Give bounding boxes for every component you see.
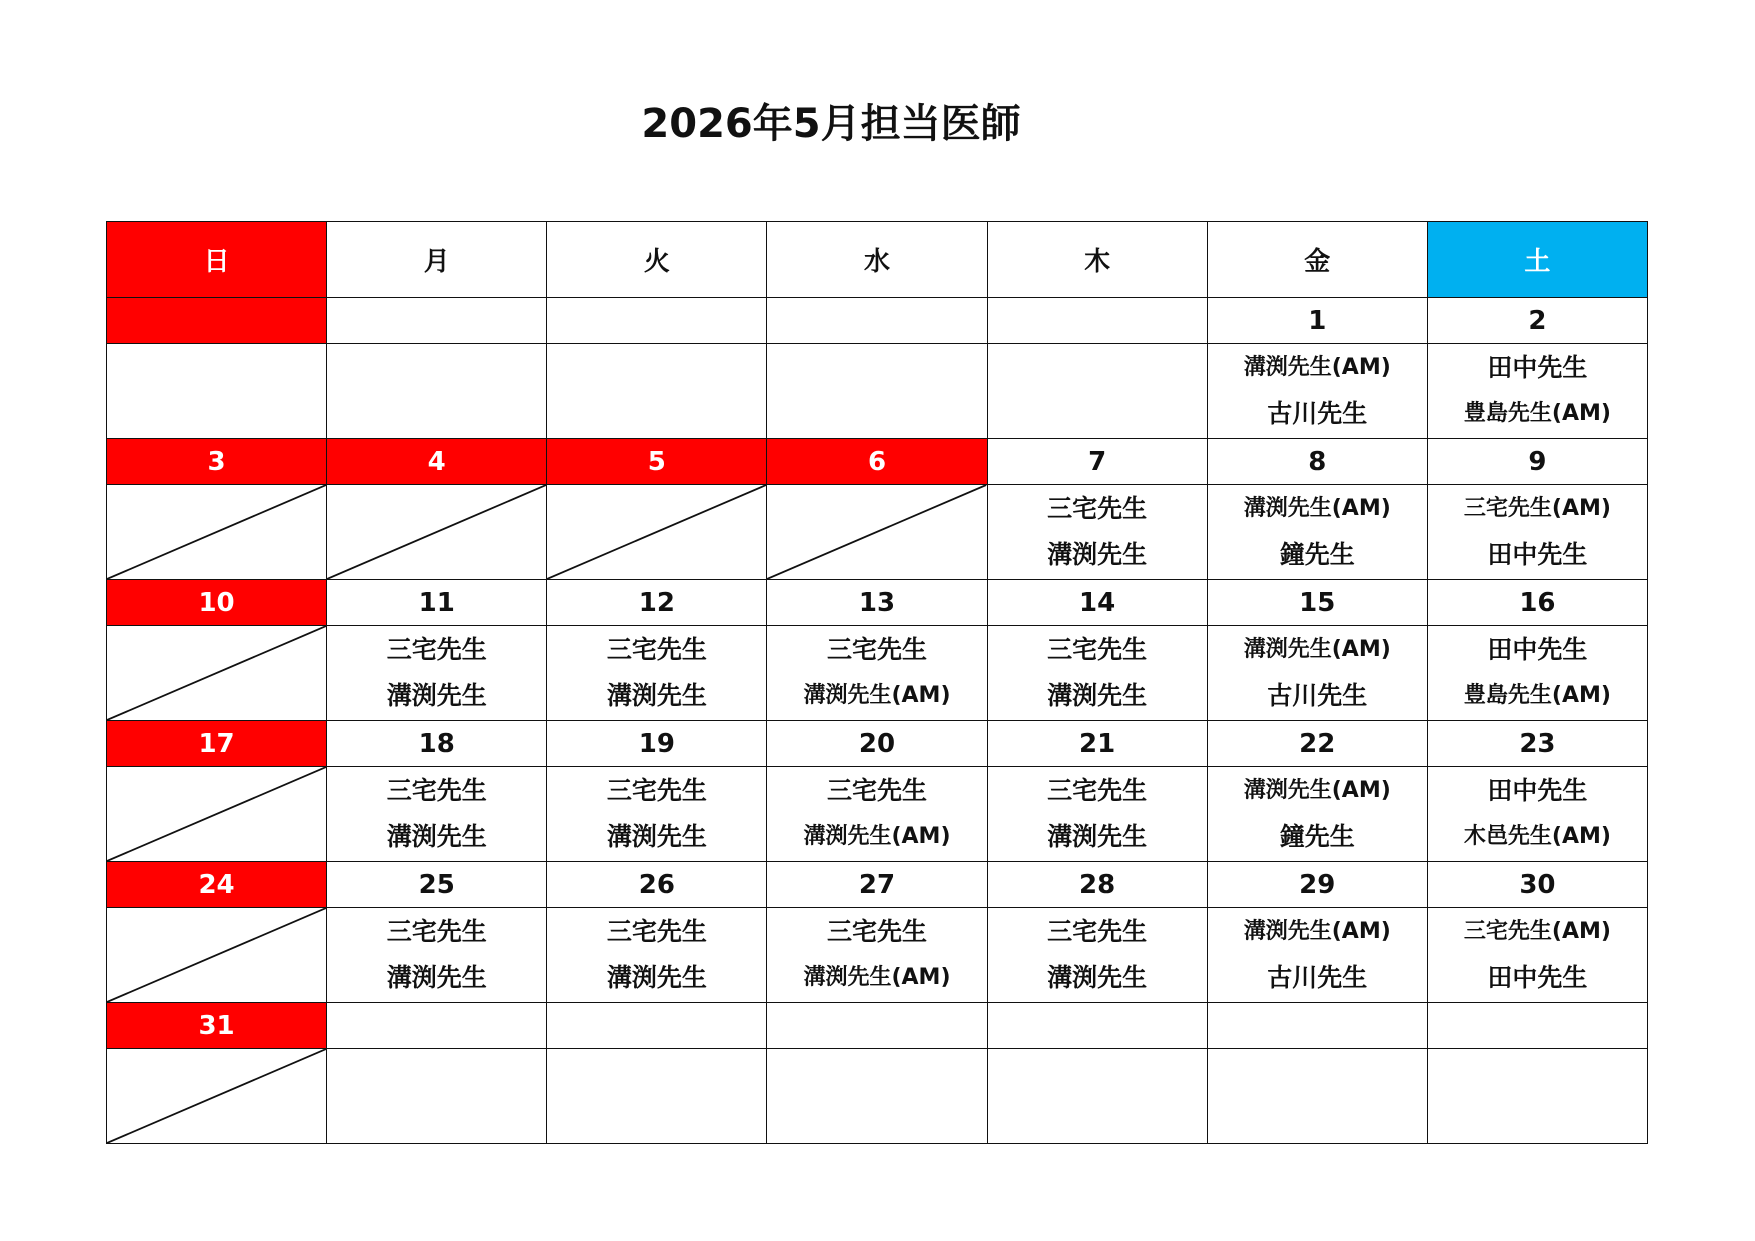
- day-date-cell: [327, 1003, 547, 1049]
- doctor-name: 溝渕先生(AM): [1243, 355, 1391, 380]
- page-title: 2026年5月担当医師: [641, 101, 1021, 147]
- day-date-cell: [767, 1003, 987, 1049]
- calendar-table: [106, 221, 1648, 1144]
- date-row: [107, 862, 1648, 908]
- day-doctor-cell: [1207, 1049, 1427, 1144]
- day-doctor-cell: [327, 767, 547, 862]
- day-date-cell: 15: [1207, 580, 1427, 626]
- day-doctor-cell: [767, 767, 987, 862]
- doctor-name: 三宅先生: [826, 635, 927, 664]
- slash-line: [327, 485, 546, 579]
- doctor-name: 三宅先生: [1047, 917, 1148, 946]
- doctor-row: [107, 344, 1648, 439]
- closed-day-slash: [107, 1049, 326, 1143]
- day-date-cell: 27: [767, 862, 987, 908]
- day-date-cell: 4: [327, 439, 547, 485]
- date-row: [107, 721, 1648, 767]
- day-date-cell: 17: [107, 721, 327, 767]
- closed-day-slash: [107, 908, 326, 1002]
- slash-line: [767, 485, 986, 579]
- day-doctor-cell: [767, 908, 987, 1003]
- day-doctor-cell: [327, 485, 547, 580]
- day-date-cell: 11: [327, 580, 547, 626]
- day-doctor-cell: [327, 344, 547, 439]
- day-date-cell: 24: [107, 862, 327, 908]
- day-date-cell: [987, 1003, 1207, 1049]
- closed-day-slash: [547, 485, 766, 579]
- day-doctor-cell: [327, 908, 547, 1003]
- day-doctor-cell: [327, 1049, 547, 1144]
- slash-line: [547, 485, 766, 579]
- doctor-name: 鐘先生: [1279, 822, 1355, 851]
- day-doctor-cell: [547, 344, 767, 439]
- closed-day-slash: [107, 485, 326, 579]
- day-date-cell: 28: [987, 862, 1207, 908]
- weekday-header: 日: [107, 222, 327, 298]
- day-doctor-cell: [987, 344, 1207, 439]
- day-date-cell: 6: [767, 439, 987, 485]
- date-row: [107, 439, 1648, 485]
- doctor-name: 木邑先生(AM): [1463, 824, 1611, 849]
- day-date-cell: [1427, 1003, 1647, 1049]
- doctor-name: 三宅先生: [1047, 494, 1148, 523]
- day-doctor-cell: [1207, 626, 1427, 721]
- doctor-name: 溝渕先生: [606, 963, 707, 992]
- weekday-header: 土: [1427, 222, 1647, 298]
- doctor-name: 古川先生: [1267, 399, 1368, 428]
- doctor-name: 溝渕先生(AM): [1243, 919, 1391, 944]
- doctor-name: 三宅先生: [1047, 635, 1148, 664]
- day-doctor-cell: [767, 485, 987, 580]
- day-date-cell: 7: [987, 439, 1207, 485]
- doctor-row: [107, 626, 1648, 721]
- day-date-cell: [107, 298, 327, 344]
- day-date-cell: 18: [327, 721, 547, 767]
- day-doctor-cell: [107, 485, 327, 580]
- day-doctor-cell: [547, 767, 767, 862]
- weekday-header: 金: [1207, 222, 1427, 298]
- day-doctor-cell: [107, 767, 327, 862]
- day-date-cell: [767, 298, 987, 344]
- doctor-name: 溝渕先生: [1047, 963, 1148, 992]
- day-date-cell: 2: [1427, 298, 1647, 344]
- doctor-name: 三宅先生: [1047, 776, 1148, 805]
- day-doctor-cell: [107, 626, 327, 721]
- closed-day-slash: [767, 485, 986, 579]
- day-doctor-cell: [1207, 908, 1427, 1003]
- slash-line: [107, 767, 326, 861]
- day-doctor-cell: [767, 1049, 987, 1144]
- doctor-row: [107, 1049, 1648, 1144]
- closed-day-slash: [107, 767, 326, 861]
- doctor-name: 田中先生: [1487, 963, 1588, 992]
- doctor-name: 三宅先生: [386, 635, 487, 664]
- doctor-name: 三宅先生: [606, 635, 707, 664]
- doctor-name: 溝渕先生(AM): [1243, 778, 1391, 803]
- day-date-cell: [1207, 1003, 1427, 1049]
- doctor-row: [107, 908, 1648, 1003]
- day-date-cell: 19: [547, 721, 767, 767]
- day-doctor-cell: [107, 1049, 327, 1144]
- closed-day-slash: [107, 626, 326, 720]
- doctor-name: 溝渕先生(AM): [803, 824, 951, 849]
- doctor-name: 溝渕先生(AM): [1243, 496, 1391, 521]
- day-date-cell: 5: [547, 439, 767, 485]
- day-date-cell: 1: [1207, 298, 1427, 344]
- doctor-name: 三宅先生: [386, 776, 487, 805]
- day-doctor-cell: [987, 485, 1207, 580]
- doctor-row: [107, 767, 1648, 862]
- day-doctor-cell: [1427, 626, 1647, 721]
- day-doctor-cell: [987, 767, 1207, 862]
- doctor-name: 三宅先生(AM): [1463, 919, 1611, 944]
- day-doctor-cell: [1207, 344, 1427, 439]
- doctor-name: 三宅先生: [826, 776, 927, 805]
- doctor-name: 溝渕先生: [1047, 540, 1148, 569]
- doctor-name: 三宅先生(AM): [1463, 496, 1611, 521]
- day-doctor-cell: [1207, 767, 1427, 862]
- date-row: [107, 580, 1648, 626]
- doctor-name: 三宅先生: [606, 917, 707, 946]
- day-date-cell: 20: [767, 721, 987, 767]
- weekday-header-row: [107, 222, 1648, 298]
- day-doctor-cell: [547, 485, 767, 580]
- day-doctor-cell: [767, 344, 987, 439]
- day-doctor-cell: [1427, 908, 1647, 1003]
- weekday-header: 木: [987, 222, 1207, 298]
- doctor-name: 溝渕先生: [606, 681, 707, 710]
- doctor-name: 溝渕先生: [386, 681, 487, 710]
- day-date-cell: [547, 1003, 767, 1049]
- day-date-cell: 25: [327, 862, 547, 908]
- day-date-cell: 9: [1427, 439, 1647, 485]
- doctor-name: 古川先生: [1267, 681, 1368, 710]
- doctor-name: 三宅先生: [826, 917, 927, 946]
- day-date-cell: 10: [107, 580, 327, 626]
- doctor-name: 三宅先生: [386, 917, 487, 946]
- day-doctor-cell: [1427, 1049, 1647, 1144]
- doctor-name: 田中先生: [1487, 776, 1588, 805]
- day-date-cell: 8: [1207, 439, 1427, 485]
- day-doctor-cell: [767, 626, 987, 721]
- weekday-header: 火: [547, 222, 767, 298]
- doctor-name: 古川先生: [1267, 963, 1368, 992]
- doctor-name: 溝渕先生(AM): [803, 683, 951, 708]
- doctor-name: 溝渕先生(AM): [803, 965, 951, 990]
- day-date-cell: 31: [107, 1003, 327, 1049]
- day-doctor-cell: [987, 908, 1207, 1003]
- doctor-name: 三宅先生: [606, 776, 707, 805]
- day-date-cell: 16: [1427, 580, 1647, 626]
- doctor-row: [107, 485, 1648, 580]
- doctor-name: 溝渕先生(AM): [1243, 637, 1391, 662]
- day-doctor-cell: [547, 1049, 767, 1144]
- doctor-name: 溝渕先生: [1047, 822, 1148, 851]
- day-doctor-cell: [1427, 344, 1647, 439]
- closed-day-slash: [327, 485, 546, 579]
- doctor-name: 溝渕先生: [386, 963, 487, 992]
- day-date-cell: [547, 298, 767, 344]
- day-date-cell: 14: [987, 580, 1207, 626]
- day-date-cell: 13: [767, 580, 987, 626]
- day-doctor-cell: [107, 344, 327, 439]
- day-doctor-cell: [1427, 485, 1647, 580]
- day-date-cell: 23: [1427, 721, 1647, 767]
- day-date-cell: 12: [547, 580, 767, 626]
- day-date-cell: 29: [1207, 862, 1427, 908]
- day-doctor-cell: [327, 626, 547, 721]
- day-date-cell: 30: [1427, 862, 1647, 908]
- doctor-name: 田中先生: [1487, 540, 1588, 569]
- slash-line: [107, 485, 326, 579]
- day-date-cell: 22: [1207, 721, 1427, 767]
- day-doctor-cell: [987, 626, 1207, 721]
- day-date-cell: [327, 298, 547, 344]
- doctor-name: 豊島先生(AM): [1463, 401, 1611, 426]
- day-doctor-cell: [987, 1049, 1207, 1144]
- slash-line: [107, 908, 326, 1002]
- weekday-header: 月: [327, 222, 547, 298]
- doctor-name: 溝渕先生: [386, 822, 487, 851]
- date-row: [107, 298, 1648, 344]
- slash-line: [107, 626, 326, 720]
- doctor-name: 溝渕先生: [1047, 681, 1148, 710]
- day-doctor-cell: [1207, 485, 1427, 580]
- slash-line: [107, 1049, 326, 1143]
- doctor-name: 田中先生: [1487, 353, 1588, 382]
- doctor-name: 溝渕先生: [606, 822, 707, 851]
- day-doctor-cell: [547, 908, 767, 1003]
- date-row: [107, 1003, 1648, 1049]
- doctor-name: 鐘先生: [1279, 540, 1355, 569]
- doctor-name: 豊島先生(AM): [1463, 683, 1611, 708]
- day-doctor-cell: [107, 908, 327, 1003]
- day-date-cell: 3: [107, 439, 327, 485]
- day-date-cell: 21: [987, 721, 1207, 767]
- day-date-cell: [987, 298, 1207, 344]
- day-date-cell: 26: [547, 862, 767, 908]
- doctor-name: 田中先生: [1487, 635, 1588, 664]
- day-doctor-cell: [547, 626, 767, 721]
- weekday-header: 水: [767, 222, 987, 298]
- day-doctor-cell: [1427, 767, 1647, 862]
